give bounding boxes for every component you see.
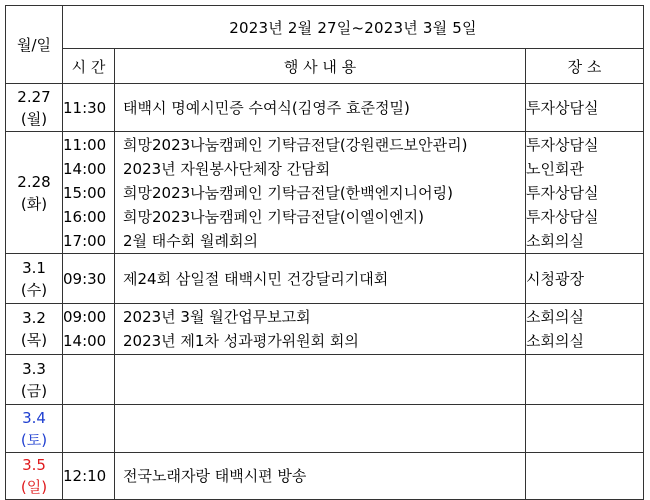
- time-cell: [63, 453, 115, 500]
- day-cell: [6, 304, 63, 355]
- place-column-header: 장 소: [526, 49, 644, 84]
- event-time: 14:00: [63, 159, 107, 178]
- weekly-schedule-table: [5, 5, 644, 500]
- time-cell: [63, 355, 115, 405]
- day-date: 3.5: [22, 456, 46, 474]
- place-cell: [526, 304, 644, 355]
- day-cell: [6, 84, 63, 132]
- event-column-header: 행 사 내 용: [115, 49, 526, 84]
- event-time: 12:10: [63, 467, 107, 485]
- schedule-period-title: 2023년 2월 27일~2023년 3월 5일: [63, 6, 644, 49]
- day-weekday: (월): [20, 109, 48, 128]
- day-weekday: (일): [20, 478, 48, 496]
- day-cell: [6, 355, 63, 405]
- place-cell: [526, 84, 644, 132]
- day-row: [6, 304, 644, 355]
- day-weekday: (수): [20, 280, 48, 299]
- event-title: 2023년 자원봉사단체장 간담회: [123, 159, 331, 178]
- event-place: 투자상담실: [526, 98, 599, 117]
- event-place: 시청광장: [526, 269, 584, 288]
- place-cell: [526, 254, 644, 304]
- day-column-header: 월/일: [6, 6, 63, 84]
- time-cell: [63, 132, 115, 254]
- event-title: 태백시 명예시민증 수여식(김영주 효준정밀): [123, 98, 410, 117]
- event-place: 소회의실: [526, 231, 584, 250]
- time-cell: [63, 84, 115, 132]
- event-cell: [115, 254, 526, 304]
- event-time: 14:00: [63, 332, 107, 350]
- event-time: 15:00: [63, 183, 107, 202]
- day-row: [6, 355, 644, 405]
- event-time: 09:30: [63, 269, 107, 288]
- event-place: 투자상담실: [526, 207, 599, 226]
- event-title: 전국노래자랑 태백시편 방송: [123, 467, 307, 485]
- day-cell: [6, 453, 63, 500]
- event-time: 11:30: [63, 98, 107, 117]
- day-weekday: (목): [20, 331, 48, 349]
- day-cell: [6, 254, 63, 304]
- day-row: [6, 254, 644, 304]
- day-weekday: (화): [20, 194, 48, 213]
- event-cell: [115, 84, 526, 132]
- event-place: 투자상담실: [526, 135, 599, 154]
- event-time: 09:00: [63, 308, 107, 326]
- day-row: [6, 405, 644, 453]
- event-place: 투자상담실: [526, 183, 599, 202]
- place-cell: [526, 132, 644, 254]
- day-date: 3.1: [22, 258, 46, 277]
- day-date: 2.28: [17, 172, 51, 191]
- event-cell: [115, 355, 526, 405]
- time-cell: [63, 254, 115, 304]
- event-title: 희망2023나눔캠페인 기탁금전달(강원랜드보안관리): [123, 135, 468, 154]
- table-header-row: [6, 6, 644, 49]
- event-title: 제24회 삼일절 태백시민 건강달리기대회: [123, 269, 389, 288]
- event-cell: [115, 405, 526, 453]
- event-cell: [115, 304, 526, 355]
- event-title: 2023년 제1차 성과평가위원회 회의: [123, 332, 359, 350]
- day-weekday: (금): [20, 381, 48, 400]
- event-time: 16:00: [63, 207, 107, 226]
- place-cell: [526, 453, 644, 500]
- time-cell: [63, 304, 115, 355]
- day-cell: [6, 132, 63, 254]
- event-place: 노인회관: [526, 159, 584, 178]
- day-date: 3.3: [22, 359, 46, 378]
- day-weekday: (토): [20, 430, 48, 449]
- event-time: 11:00: [63, 135, 107, 154]
- day-date: 2.27: [17, 87, 51, 106]
- day-date: 3.2: [22, 309, 46, 327]
- event-cell: [115, 453, 526, 500]
- place-cell: [526, 355, 644, 405]
- column-header-row: [6, 49, 644, 84]
- event-place: 소회의실: [526, 308, 584, 326]
- day-date: 3.4: [22, 408, 46, 427]
- day-row: [6, 453, 644, 500]
- event-time: 17:00: [63, 231, 107, 250]
- event-title: 희망2023나눔캠페인 기탁금전달(이엘이엔지): [123, 207, 424, 226]
- event-title: 2월 태수회 월례회의: [123, 231, 259, 250]
- event-title: 희망2023나눔캠페인 기탁금전달(한백엔지니어링): [123, 183, 453, 202]
- time-cell: [63, 405, 115, 453]
- day-row: [6, 132, 644, 254]
- time-column-header: 시 간: [63, 49, 115, 84]
- event-cell: [115, 132, 526, 254]
- day-row: [6, 84, 644, 132]
- event-title: 2023년 3월 월간업무보고회: [123, 308, 311, 326]
- day-cell: [6, 405, 63, 453]
- place-cell: [526, 405, 644, 453]
- event-place: 소회의실: [526, 332, 584, 350]
